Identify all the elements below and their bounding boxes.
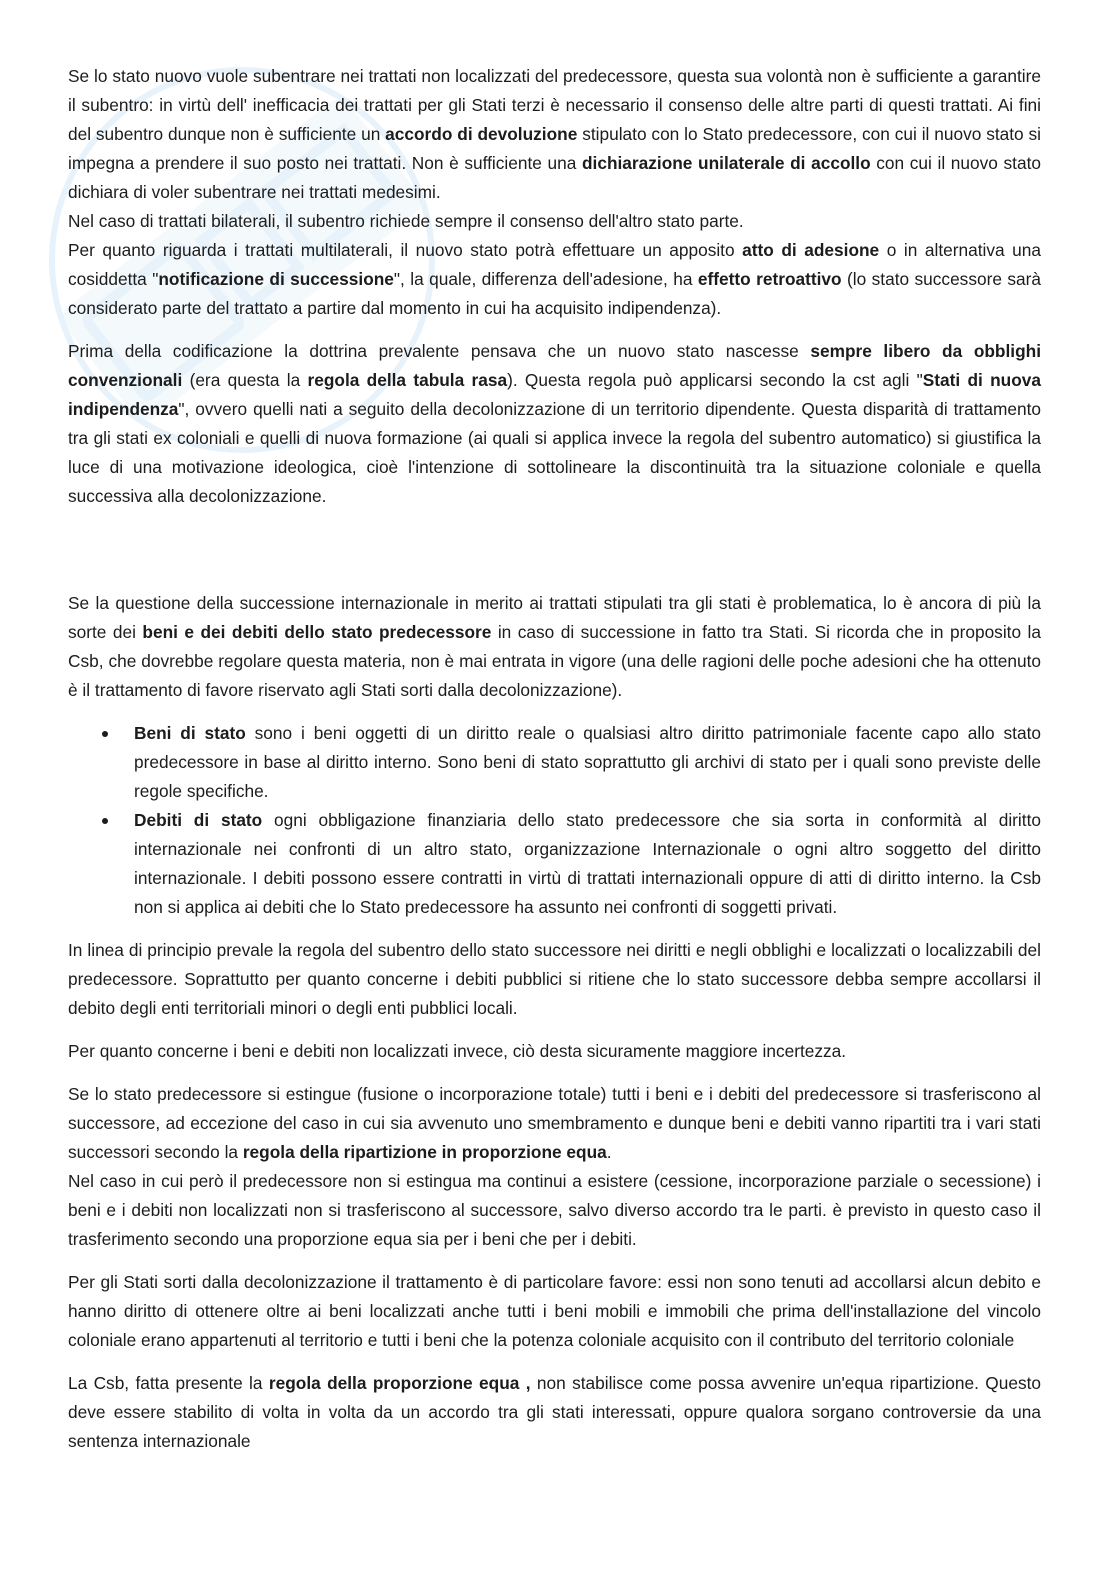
paragraph-beni-debiti: Se la questione della successione internazionale in merito ai trattati stipulati tra gli stati è problematica, lo è ancora di più la sorte dei beni e dei debiti dello stato predecessore in caso di successione in fatto tra Stati. Si ricorda che in proposito la Csb, che dovrebbe regolare questa materia, non è mai entrata in vigore (una delle ragioni delle poche adesioni che ha ottenuto è il trattamento di favore riservato agli Stati sorti dalla decolonizzazione). <box>68 593 1041 700</box>
section-gap <box>68 525 1041 589</box>
paragraph-non-localizzati: Per quanto concerne i beni e debiti non localizzati invece, ciò desta sicuramente maggiore incertezza. <box>68 1041 847 1061</box>
paragraph-tabula-rasa: Prima della codificazione la dottrina prevalente pensava che un nuovo stato nascesse sempre libero da obblighi convenzionali (era questa la regola della tabula rasa). Questa regola può applicarsi secondo la cst agli "Stati di nuova indipendenza", ovvero quelli nati a seguito della decolonizzazione di un territorio dipendente. Questa disparità di trattamento tra gli stati ex coloniali e quelli di nuova formazione (ai quali si applica invece la regola del subentro automatico) si giustifica la luce di una motivazione ideologica, cioè l'intenzione di sottolineare la discontinuità tra la situazione coloniale e quella successiva alla decolonizzazione. <box>68 341 1042 506</box>
bullet-list <box>68 719 1041 922</box>
paragraph-trattati-subentro: Se lo stato nuovo vuole subentrare nei trattati non localizzati del predecessore, questa sua volontà non è sufficiente a garantire il subentro: in virtù dell' inefficacia dei trattati per gli Stati terzi è necessario il consenso delle altre parti di questi trattati. Ai fini del subentro dunque non è sufficiente un accordo di devoluzione stipulato con lo Stato predecessore, con cui il nuovo stato si impegna a prendere il suo posto nei trattati. Non è sufficiente una dichiarazione unilaterale di accollo con cui il nuovo stato dichiara di voler subentrare nei trattati medesimi. Nel caso di trattati bilaterali, il subentro richiede sempre il consenso dell'altro stato parte. Per quanto riguarda i trattati multilaterali, il nuovo stato potrà effettuare un apposito atto di adesione o in alternativa una cosiddetta "notificazione di successione", la quale, differenza dell'adesione, ha effetto retroattivo (lo stato successore sarà considerato parte del trattato a partire dal momento in cui ha acquisito indipendenza). <box>68 66 1042 318</box>
paragraph-estinzione: Se lo stato predecessore si estingue (fusione o incorporazione totale) tutti i beni e i debiti del predecessore si trasferiscono al successore, ad eccezione del caso in cui sia avvenuto uno smembramento e dunque beni e debiti vanno ripartiti tra i vari stati successori secondo la regola della ripartizione in proporzione equa. Nel caso in cui però il predecessore non si estingua ma continui a esistere (cessione, incorporazione parziale o secessione) i beni e i debiti non localizzati non si trasferiscono al successore, salvo diverso accordo tra le parti. è previsto in questo caso il trasferimento secondo una proporzione equa sia per i beni che per i debiti. <box>68 1084 1041 1249</box>
paragraph-principio-subentro: In linea di principio prevale la regola del subentro dello stato successore nei diritti e negli obblighi e localizzati o localizzabili del predecessore. Soprattutto per quanto concerne i debiti pubblici si ritiene che lo stato successore debba sempre accollarsi il debito degli enti territoriali minori o degli enti pubblici locali. <box>68 940 1041 1018</box>
paragraph-proporzione-equa: La Csb, fatta presente la regola della proporzione equa , non stabilisce come possa avvenire un'equa ripartizione. Questo deve essere stabilito di volta in volta da un accordo tra gli stati interessati, oppure qualora sorgano controversie da una sentenza internazionale <box>68 1373 1041 1451</box>
bullet-icon <box>102 731 108 737</box>
document-page <box>68 62 1041 1470</box>
paragraph-decolonizzazione: Per gli Stati sorti dalla decolonizzazione il trattamento è di particolare favore: essi non sono tenuti ad accollarsi alcun debito e hanno diritto di ottenere oltre ai beni localizzati anche tutti i beni mobili e immobili che prima dell'installazione del vincolo coloniale erano appartenuti al territorio e tutti i beni che la potenza coloniale acquisito con il contributo del territorio coloniale <box>68 1272 1041 1350</box>
bullet-icon <box>102 818 108 824</box>
list-item-beni-di-stato: Beni di stato sono i beni oggetti di un diritto reale o qualsiasi altro diritto patrimoniale facente capo allo stato predecessore in base al diritto interno. Sono beni di stato soprattutto gli archivi di stato per i quali sono previste delle regole specifiche. <box>134 719 1041 806</box>
list-item-debiti-di-stato: Debiti di stato ogni obbligazione finanziaria dello stato predecessore che sia sorta in conformità al diritto internazionale nei confronti di un altro stato, organizzazione Internazionale o ogni altro soggetto del diritto internazionale. I debiti possono essere contratti in virtù di trattati internazionali oppure di atti di diritto interno. la Csb non si applica ai debiti che lo Stato predecessore ha assunto nei confronti di soggetti privati. <box>134 806 1041 922</box>
